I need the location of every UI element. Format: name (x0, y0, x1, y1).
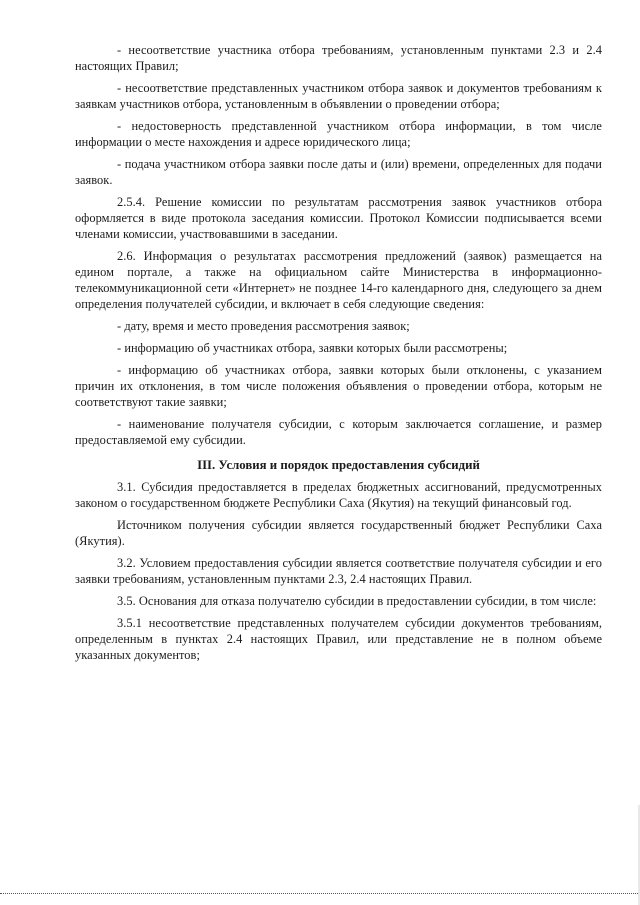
list-item: - информацию об участниках отбора, заявки которых были рассмотрены; (117, 341, 508, 355)
paragraph-2-5-4: 2.5.4. Решение комиссии по результатам рассмотрения заявок участников отбора оформляется в виде протокола заседания комиссии. Протокол Комиссии подписывается всеми членами комиссии, участвовавшими в заседании. (75, 195, 602, 241)
document-body (75, 42, 602, 663)
paragraph-3-2: 3.2. Условием предоставления субсидии является соответствие получателя субсидии и его заявки требованиям, установленным пунктами 2.3, 2.4 настоящих Правил. (75, 556, 602, 586)
list-item: - наименование получателя субсидии, с которым заключается соглашение, и размер предоставляемой ему субсидии. (75, 417, 602, 447)
list-item: - недостоверность представленной участником отбора информации, в том числе информации о месте нахождения и адресе юридического лица; (75, 119, 602, 149)
list-item: - подача участником отбора заявки после даты и (или) времени, определенных для подачи заявок. (75, 157, 602, 187)
list-item: - несоответствие участника отбора требованиям, установленным пунктами 2.3 и 2.4 настоящих Правил; (75, 43, 602, 73)
list-item: - дату, время и место проведения рассмотрения заявок; (117, 319, 410, 333)
page-bottom-divider (0, 893, 640, 894)
section-heading: III. Условия и порядок предоставления субсидий (197, 458, 480, 472)
list-item: - информацию об участниках отбора, заявки которых были отклонены, с указанием причин их отклонения, в том числе положения объявления о проведении отбора, которым не соответствуют такие заявки; (75, 363, 602, 409)
paragraph-3-5: 3.5. Основания для отказа получателю субсидии в предоставлении субсидии, в том числе: (117, 594, 597, 608)
paragraph-3-5-1: 3.5.1 несоответствие представленных получателем субсидии документов требованиям, определенным в пунктах 2.4 настоящих Правил, или представление не в полном объеме указанных документов; (75, 616, 602, 662)
paragraph-source: Источником получения субсидии является государственный бюджет Республики Саха (Якутия). (75, 518, 602, 548)
paragraph-2-6: 2.6. Информация о результатах рассмотрения предложений (заявок) размещается на едином портале, а также на официальном сайте Министерства в информационно-телекоммуникационной сети «Интернет» не позднее 14-го календарного дня, следующего за днем определения получателей субсидии, и включает в себя следующие сведения: (75, 249, 602, 311)
paragraph-3-1: 3.1. Субсидия предоставляется в пределах бюджетных ассигнований, предусмотренных законом о государственном бюджете Республики Саха (Якутия) на текущий финансовый год. (75, 480, 602, 510)
list-item: - несоответствие представленных участником отбора заявок и документов требованиям к заявкам участников отбора, установленным в объявлении о проведении отбора; (75, 81, 602, 111)
